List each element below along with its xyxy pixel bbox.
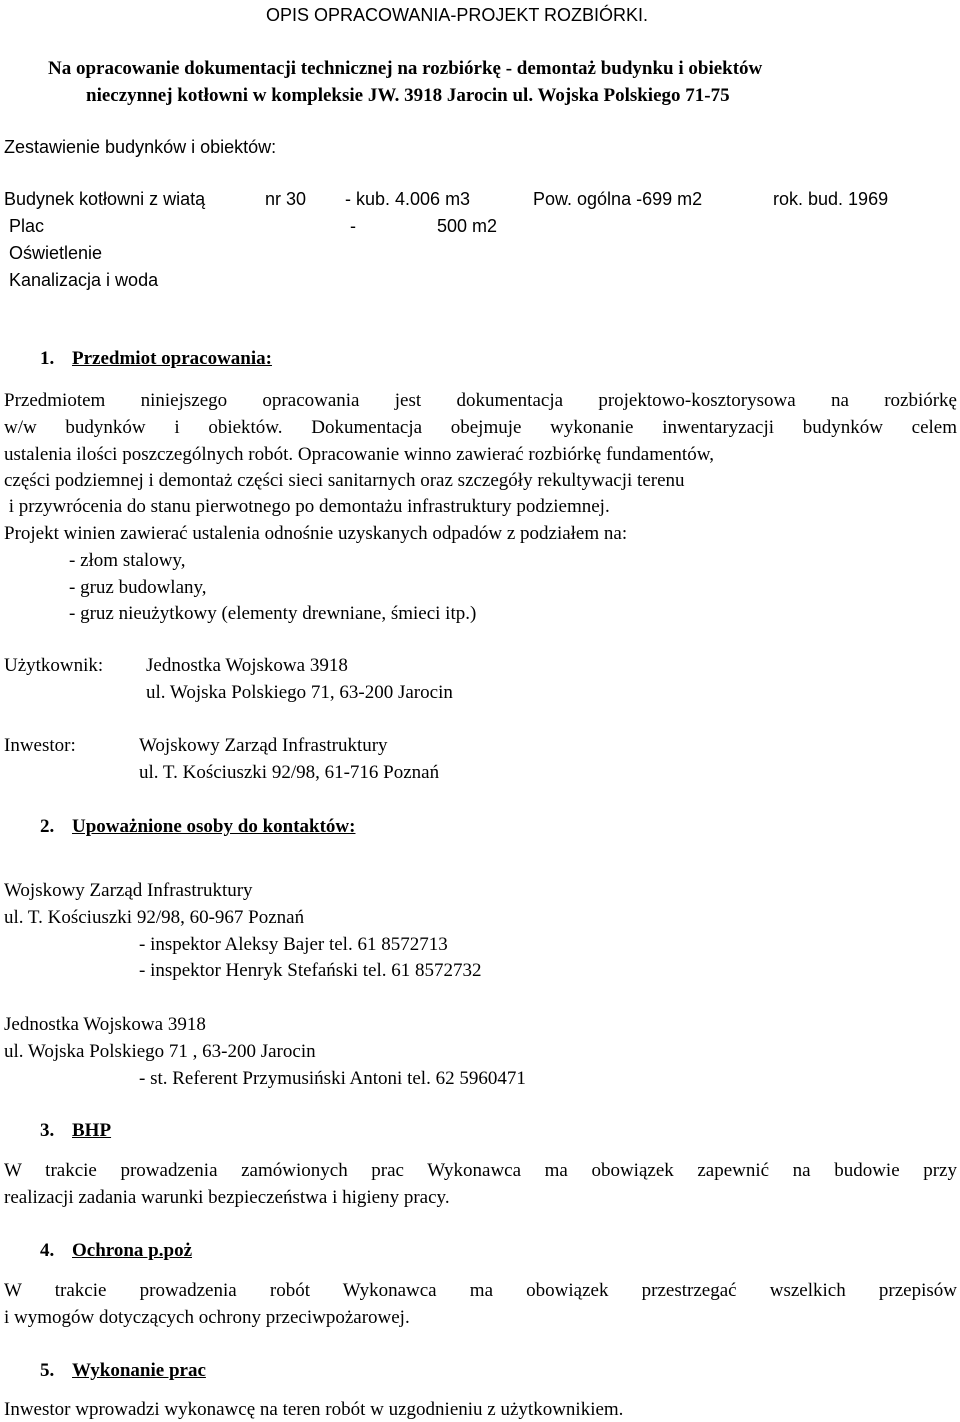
contact-org-name: Wojskowy Zarząd Infrastruktury — [4, 880, 253, 901]
section-4-title: Ochrona p.poż — [72, 1240, 193, 1261]
building-volume: - kub. 4.006 m3 — [345, 189, 471, 209]
user-name: Jednostka Wojskowa 3918 — [146, 655, 348, 676]
summary-item: Oświetlenie — [9, 243, 103, 263]
section-3-paragraph-line: realizacji zadania warunki bezpieczeństwa i higieny pracy. — [4, 1187, 450, 1208]
section-1-paragraph-line: Projekt winien zawierać ustalenia odnośnie uzyskanych odpadów z podziałem na: — [4, 523, 628, 544]
building-name: Budynek kotłowni z wiatą — [4, 189, 206, 209]
section-4-paragraph-line: W trakcie prowadzenia robót Wykonawca ma obowiązek przestrzegać wszelkich przepisów — [4, 1280, 957, 1301]
building-number: nr 30 — [265, 189, 307, 209]
building-area: Pow. ogólna -699 m2 — [533, 189, 703, 209]
section-1-paragraph-text-a: ustalenia ilości poszczególnych robót. — [4, 444, 294, 465]
section-3-paragraph-line: W trakcie prowadzenia zamówionych prac Wykonawca ma obowiązek zapewnić na budowie przy — [4, 1160, 957, 1181]
section-2-number: 2. — [40, 816, 55, 837]
contact-org-address: ul. Wojska Polskiego 71 , 63-200 Jarocin — [4, 1041, 316, 1062]
heading-line-1: Na opracowanie dokumentacji technicznej na rozbiórkę - demontaż budynku i obiektów — [48, 58, 763, 79]
section-1-number: 1. — [40, 348, 55, 369]
summary-item: Kanalizacja i woda — [9, 270, 159, 290]
waste-item: - złom stalowy, — [69, 550, 186, 571]
waste-item: - gruz nieużytkowy (elementy drewniane, śmieci itp.) — [69, 603, 477, 624]
waste-item: - gruz budowlany, — [69, 577, 207, 598]
section-1-paragraph-line — [4, 445, 714, 464]
investor-address: ul. T. Kościuszki 92/98, 61-716 Poznań — [139, 762, 440, 783]
yard-dash: - — [350, 216, 356, 236]
heading-line-2: nieczynnej kotłowni w kompleksie JW. 3918 Jarocin ul. Wojska Polskiego 71-75 — [86, 85, 730, 106]
contact-person: - inspektor Aleksy Bajer tel. 61 8572713 — [139, 934, 448, 955]
section-1-paragraph-line: Przedmiotem niniejszego opracowania jest dokumentacja projektowo-kosztorysowa na rozbiórkę — [4, 390, 957, 411]
user-label: Użytkownik: — [4, 655, 104, 676]
user-address: ul. Wojska Polskiego 71, 63-200 Jarocin — [146, 682, 453, 703]
section-1-title: Przedmiot opracowania: — [72, 348, 272, 369]
section-5-number: 5. — [40, 1360, 55, 1381]
summary-label: Zestawienie budynków i obiektów: — [4, 137, 277, 157]
contact-person: - inspektor Henryk Stefański tel. 61 8572732 — [139, 960, 482, 981]
section-3-title: BHP — [72, 1120, 112, 1141]
section-1-paragraph-line: części podziemnej i demontaż części sieci sanitarnych oraz szczegóły rekultywacji terenu — [4, 470, 685, 491]
yard-name: Plac — [9, 216, 45, 236]
investor-label: Inwestor: — [4, 735, 76, 756]
contact-org-address: ul. T. Kościuszki 92/98, 60-967 Poznań — [4, 907, 305, 928]
investor-name: Wojskowy Zarząd Infrastruktury — [139, 735, 388, 756]
section-1-paragraph-line: w/w budynków i obiektów. Dokumentacja obejmuje wykonanie inwentaryzacji budynków celem — [4, 417, 957, 438]
section-5-title: Wykonanie prac — [72, 1360, 206, 1381]
yard-area: 500 m2 — [437, 216, 498, 236]
document-title: OPIS OPRACOWANIA-PROJEKT ROZBIÓRKI. — [266, 5, 649, 25]
contact-org-name: Jednostka Wojskowa 3918 — [4, 1014, 206, 1035]
building-year: rok. bud. 1969 — [773, 189, 889, 209]
section-5-paragraph-line: Inwestor wprowadzi wykonawcę na teren robót w uzgodnieniu z użytkownikiem. — [4, 1399, 624, 1420]
section-1-paragraph-line: i przywrócenia do stanu pierwotnego po demontażu infrastruktury podziemnej. — [4, 496, 610, 517]
contact-person: - st. Referent Przymusiński Antoni tel. 62 5960471 — [139, 1068, 526, 1089]
section-4-number: 4. — [40, 1240, 55, 1261]
section-2-title: Upoważnione osoby do kontaktów: — [72, 816, 356, 837]
section-4-paragraph-line: i wymogów dotyczących ochrony przeciwpożarowej. — [4, 1307, 410, 1328]
section-1-paragraph-text-b: Opracowanie winno zawierać rozbiórkę fundamentów, — [293, 444, 714, 465]
section-3-number: 3. — [40, 1120, 55, 1141]
